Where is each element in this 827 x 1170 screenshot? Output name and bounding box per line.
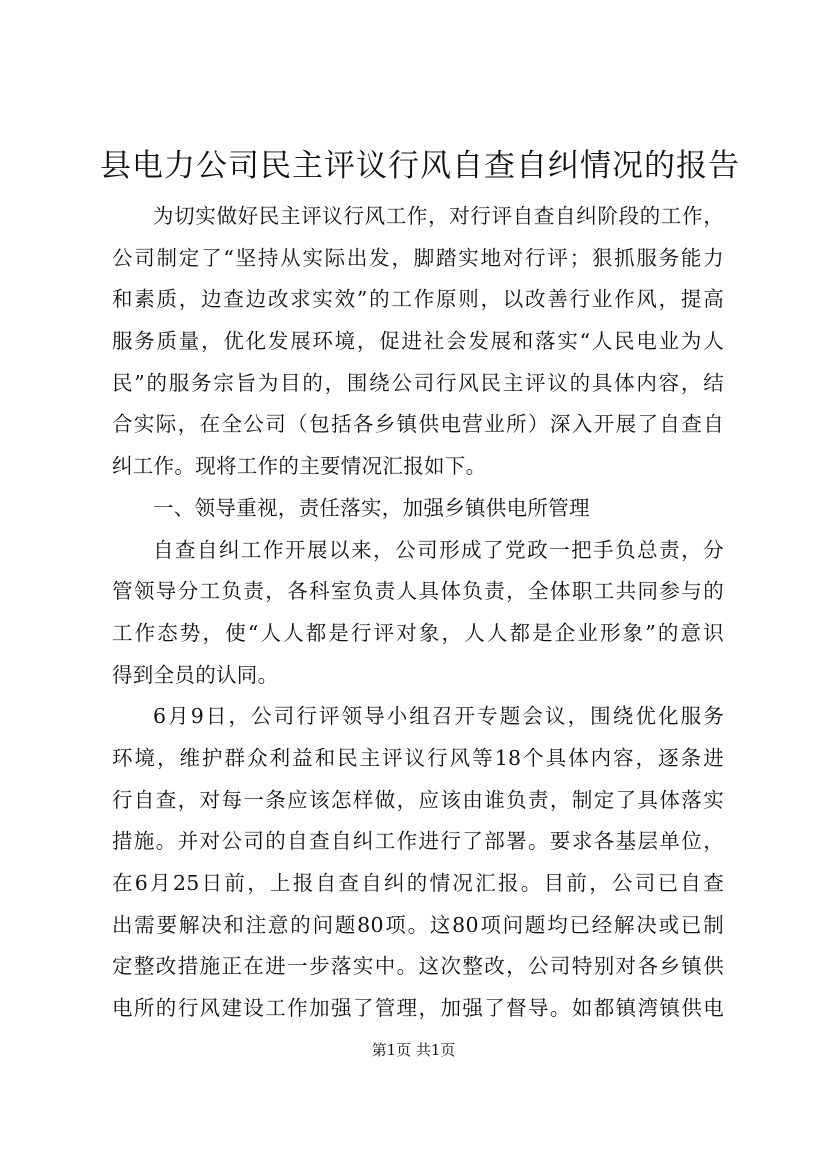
paragraph-line: 出需要解决和注意的问题80项。这80项问题均已经解决或已制 bbox=[112, 912, 724, 937]
document-body bbox=[112, 196, 724, 1030]
paragraph-line: 6月9日，公司行评领导小组召开专题会议，围绕优化服务 bbox=[153, 704, 724, 729]
paragraph-line: 纠工作。现将工作的主要情况汇报如下。 bbox=[112, 454, 487, 479]
paragraph-line: 环境，维护群众利益和民主评议行风等18个具体内容，逐条进 bbox=[112, 745, 724, 770]
paragraph-line: 措施。并对公司的自查自纠工作进行了部署。要求各基层单位， bbox=[112, 829, 724, 854]
paragraph-line: 为切实做好民主评议行风工作，对行评自查自纠阶段的工作， bbox=[153, 204, 724, 228]
paragraph-line: 民”的服务宗旨为目的，围绕公司行风民主评议的具体内容，结 bbox=[112, 370, 724, 395]
paragraph-line: 管领导分工负责，各科室负责人具体负责，全体职工共同参与的 bbox=[112, 579, 724, 604]
document-title: 县电力公司民主评议行风自查自纠情况的报告 bbox=[100, 148, 740, 184]
page-number: 第1页 共1页 bbox=[371, 1041, 456, 1059]
paragraph-line: 在6月25日前，上报自查自纠的情况汇报。目前，公司已自查 bbox=[112, 871, 724, 895]
paragraph-line: 电所的行风建设工作加强了管理，加强了督导。如都镇湾镇供电 bbox=[112, 996, 724, 1021]
paragraph-line: 和素质，边查边改求实效”的工作原则，以改善行业作风，提高 bbox=[112, 287, 724, 312]
paragraph-line: 得到全员的认同。 bbox=[112, 662, 279, 687]
paragraph-line: 工作态势，使“人人都是行评对象，人人都是企业形象”的意识 bbox=[112, 620, 724, 645]
paragraph-line: 定整改措施正在进一步落实中。这次整改，公司特别对各乡镇供 bbox=[112, 954, 724, 979]
paragraph-line: 行自查，对每一条应该怎样做，应该由谁负责，制定了具体落实 bbox=[112, 787, 724, 812]
paragraph-line: 公司制定了“坚持从实际出发，脚踏实地对行评；狠抓服务能力 bbox=[112, 245, 724, 270]
paragraph-line: 合实际，在全公司（包括各乡镇供电营业所）深入开展了自查自 bbox=[112, 412, 724, 437]
section-heading: 一、领导重视，责任落实，加强乡镇供电所管理 bbox=[153, 495, 590, 520]
paragraph-line: 服务质量，优化发展环境，促进社会发展和落实“人民电业为人 bbox=[112, 329, 724, 354]
paragraph-line: 自查自纠工作开展以来，公司形成了党政一把手负总责，分 bbox=[153, 537, 724, 562]
